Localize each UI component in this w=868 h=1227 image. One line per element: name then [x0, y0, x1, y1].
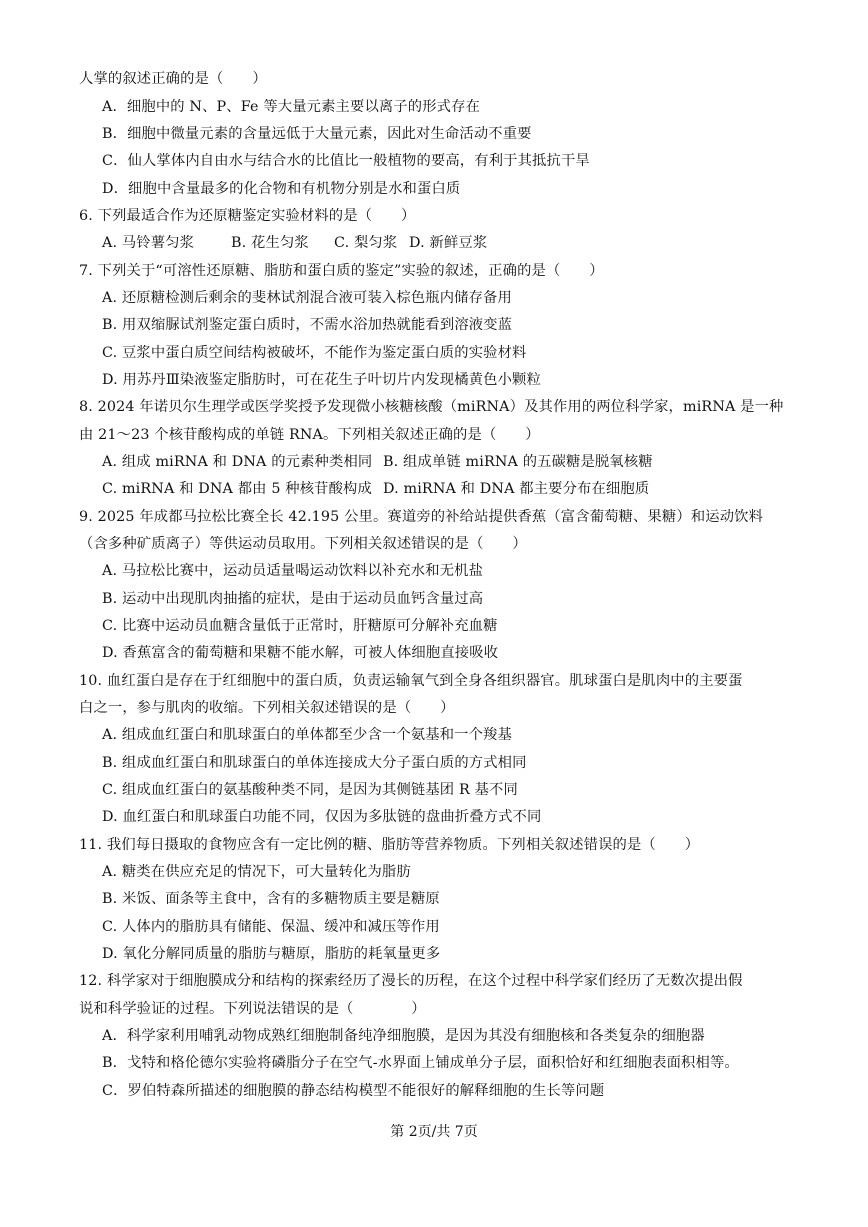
question-5-option-c: C．仙人掌体内自由水与结合水的比值比一般植物的要高，有利于其抵抗干旱	[102, 153, 590, 169]
question-8-option-b: B. 组成单链 miRNA 的五碳糖是脱氧核糖	[383, 454, 653, 470]
question-9-stem-line-1: 9. 2025 年成都马拉松比赛全长 42.195 公里。赛道旁的补给站提供香蕉（富含葡萄糖、果糖）和运动饮料	[79, 509, 764, 525]
question-8-stem-line-1: 8. 2024 年诺贝尔生理学或医学奖授予发现微小核糖核酸（miRNA）及其作用的两位科学家，miRNA 是一种	[79, 399, 784, 415]
question-7-stem: 7. 下列关于“可溶性还原糖、脂肪和蛋白质的鉴定”实验的叙述，正确的是（ ）	[79, 263, 604, 279]
question-12-option-c: C．罗伯特森所描述的细胞膜的静态结构模型不能很好的解释细胞的生长等问题	[102, 1083, 605, 1099]
question-9-option-c: C. 比赛中运动员血糖含量低于正常时，肝糖原可分解补充血糖	[102, 618, 498, 634]
question-7-option-d: D. 用苏丹Ⅲ染液鉴定脂肪时，可在花生子叶切片内发现橘黄色小颗粒	[102, 372, 541, 388]
question-8-option-c: C. miRNA 和 DNA 都由 5 种核苷酸构成	[102, 481, 372, 497]
question-6-option-d: D. 新鲜豆浆	[409, 235, 488, 251]
question-8-options-row-2	[102, 479, 649, 499]
question-9-stem-line-2: （含多种矿质离子）等供运动员取用。下列相关叙述错误的是（ ）	[79, 536, 527, 552]
question-9-option-b: B. 运动中出现肌肉抽搐的症状，是由于运动员血钙含量过高	[102, 591, 484, 607]
question-10-option-a: A. 组成血红蛋白和肌球蛋白的单体都至少含一个氨基和一个羧基	[102, 727, 512, 743]
question-11-option-d: D. 氧化分解同质量的脂肪与糖原，脂肪的耗氧量更多	[102, 946, 441, 962]
question-9-option-a: A. 马拉松比赛中，运动员适量喝运动饮料以补充水和无机盐	[102, 563, 484, 579]
question-10-option-d: D. 血红蛋白和肌球蛋白功能不同，仅因为多肽链的盘曲折叠方式不同	[102, 809, 542, 825]
question-7-option-c: C. 豆浆中蛋白质空间结构被破坏，不能作为鉴定蛋白质的实验材料	[102, 345, 527, 361]
question-12-option-a: A．科学家利用哺乳动物成熟红细胞制备纯净细胞膜，是因为其没有细胞核和各类复杂的细胞器	[102, 1028, 705, 1044]
question-6-stem: 6. 下列最适合作为还原糖鉴定实验材料的是（ ）	[79, 208, 416, 224]
question-12-stem-line-2: 说和科学验证的过程。下列说法错误的是（ ）	[79, 1001, 426, 1017]
question-8-option-d: D. miRNA 和 DNA 都主要分布在细胞质	[383, 481, 650, 497]
question-6-option-a: A. 马铃薯匀浆	[102, 235, 195, 251]
question-8-options-row-1	[102, 452, 653, 472]
question-10-stem-line-1: 10. 血红蛋白是存在于红细胞中的蛋白质，负责运输氧气到全身各组织器官。肌球蛋白是肌肉中的主要蛋	[79, 673, 743, 689]
question-5-option-a: A．细胞中的 N、P、Fe 等大量元素主要以离子的形式存在	[102, 99, 481, 115]
page-number-footer: 第 2页/共 7页	[390, 1124, 478, 1140]
question-10-option-c: C. 组成血红蛋白的氨基酸种类不同，是因为其侧链基团 R 基不同	[102, 782, 518, 798]
question-12-stem-line-1: 12. 科学家对于细胞膜成分和结构的探索经历了漫长的历程，在这个过程中科学家们经历了无数次提出假	[79, 973, 743, 989]
question-5-option-d: D．细胞中含量最多的化合物和有机物分别是水和蛋白质	[102, 181, 461, 197]
question-10-option-b: B. 组成血红蛋白和肌球蛋白的单体连接成大分子蛋白质的方式相同	[102, 755, 527, 771]
question-12-option-b: B．戈特和格伦德尔实验将磷脂分子在空气-水界面上铺成单分子层，面积恰好和红细胞表面积相等。	[102, 1055, 739, 1071]
question-11-option-b: B. 米饭、面条等主食中，含有的多糖物质主要是糖原	[102, 891, 440, 907]
question-11-stem: 11. 我们每日摄取的食物应含有一定比例的糖、脂肪等营养物质。下列相关叙述错误的是（ ）	[79, 837, 700, 853]
question-11-option-c: C. 人体内的脂肪具有储能、保温、缓冲和减压等作用	[102, 919, 440, 935]
question-5-stem-continuation: 人掌的叙述正确的是（ ）	[79, 71, 267, 87]
question-8-option-a: A. 组成 miRNA 和 DNA 的元素种类相同	[102, 454, 373, 470]
question-6-option-c: C. 梨匀浆	[334, 235, 398, 251]
question-9-option-d: D. 香蕉富含的葡萄糖和果糖不能水解，可被人体细胞直接吸收	[102, 645, 499, 661]
question-7-option-a: A. 还原糖检测后剩余的斐林试剂混合液可装入棕色瓶内储存备用	[102, 290, 512, 306]
question-8-stem-line-2: 由 21～23 个核苷酸构成的单链 RNA。下列相关叙述正确的是（ ）	[79, 427, 540, 443]
question-10-stem-line-2: 白之一，参与肌肉的收缩。下列相关叙述错误的是（ ）	[79, 700, 455, 716]
question-11-option-a: A. 糖类在供应充足的情况下，可大量转化为脂肪	[102, 864, 411, 880]
question-5-option-b: B．细胞中微量元素的含量远低于大量元素，因此对生命活动不重要	[102, 126, 532, 142]
question-6-options	[102, 233, 487, 253]
question-7-option-b: B. 用双缩脲试剂鉴定蛋白质时，不需水浴加热就能看到溶液变蓝	[102, 317, 513, 333]
question-6-option-b: B. 花生匀浆	[231, 235, 309, 251]
